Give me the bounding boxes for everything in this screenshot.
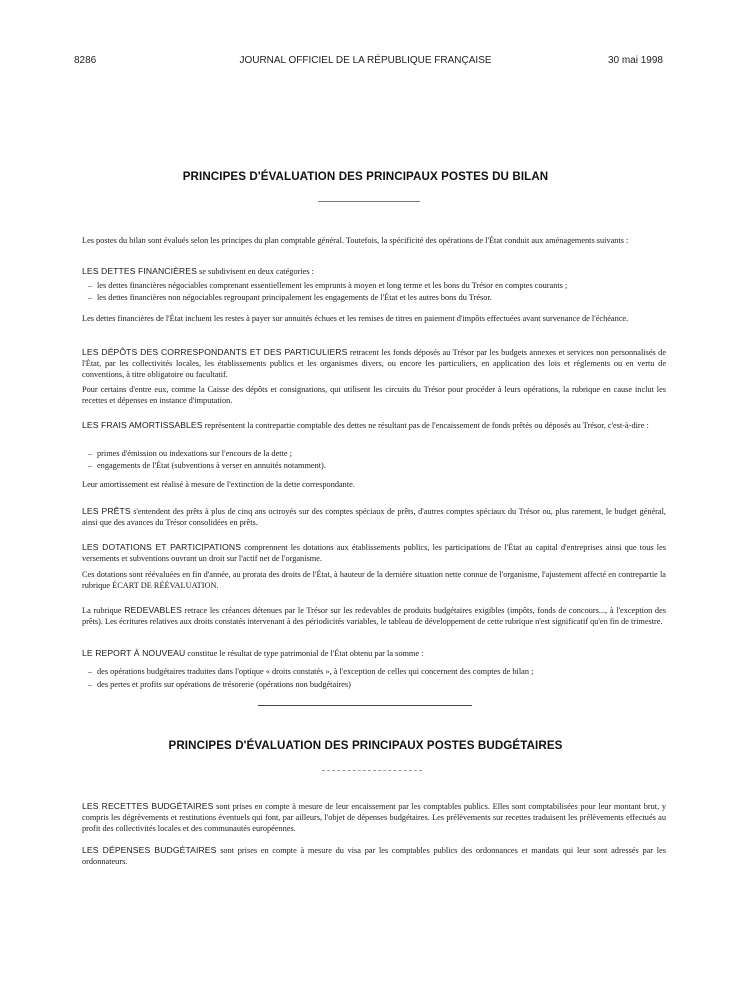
frais-text: représentent la contrepartie comptable des dettes ne résultant pas de l'encaissement de fonds prêtés ou déposés au Trésor, c'est-à-dire :	[202, 421, 649, 430]
recettes-text: sont prises en compte à mesure de leur encaissement par les comptables publics. Elles sont comptabilisées pour leur montant brut, y compris les dégrèvements et restitutions éventuels qui font, par ailleurs, l'objet de dépenses budgétaires. Les prélèvements sur recettes traduisent les prélèvements effectués au profit des collectivités locales et des communautés européennes.	[82, 802, 666, 833]
list-item: – primes d'émission ou indexations sur l'encours de la dette ;	[88, 449, 292, 458]
report-text: constitue le résultat de type patrimonial de l'État obtenu par la somme :	[185, 649, 424, 658]
page-number: 8286	[74, 55, 97, 66]
list-item: – les dettes financières négociables comprenant essentiellement les emprunts à moyen et long terme et les bons du Trésor en comptes courants ;	[88, 281, 568, 290]
dotations-heading: LES DOTATIONS ET PARTICIPATIONS	[82, 542, 242, 552]
depots-note-paragraph: Pour certains d'entre eux, comme la Caisse des dépôts et consignations, qui utilisent les circuits du Trésor pour procéder à leurs opérations, la rubrique en cause inclut les recettes et dépenses en instance d'imputation.	[82, 385, 666, 405]
list-item-text: des opérations budgétaires traduites dans l'optique « droits constatés », à l'exception de celles qui concernent des comptes de bilan ;	[97, 667, 534, 676]
depots-text: retracent les fonds déposés au Trésor par les budgets annexes et services non personnalisés de l'État, par les collectivités locales, les établissements publics et les organismes divers, ou encore les particuliers, en application des lois et règlements ou en vertu de conventions, à titre obligatoire ou facultatif.	[82, 348, 667, 379]
depots-paragraph	[82, 347, 666, 380]
frais-note-paragraph: Leur amortissement est réalisé à mesure de l'extinction de la dette correspondante.	[82, 480, 355, 489]
report-heading: LE REPORT À NOUVEAU	[82, 648, 186, 658]
list-item-text: les dettes financières non négociables regroupant principalement les engagements de l'État et les autres bons du Trésor.	[97, 293, 492, 302]
publication-date: 30 mai 1998	[607, 55, 663, 66]
redevables-prefix: La rubrique	[82, 606, 125, 615]
dotations-note-paragraph: Ces dotations sont réévaluées en fin d'année, au prorata des droits de l'État, à hauteur de la dernière situation nette connue de l'organisme, l'ajustement affecté en contrepartie la rubrique ÉCART DE RÉÉVALUATION.	[82, 570, 666, 590]
redevables-text: retrace les créances détenues par le Trésor sur les redevables de produits budgétaires exigibles (impôts, fonds de concours..., à l'exception des prêts). Les écritures relatives aux droits constatés intervenant à des périodicités variables, le tableau de développement de cette rubrique n'est significatif qu'en fin de trimestre.	[82, 606, 666, 626]
dettes-heading: LES DETTES FINANCIÈRES	[82, 266, 197, 276]
depenses-heading: LES DÉPENSES BUDGÉTAIRES	[82, 845, 217, 855]
frais-paragraph	[82, 420, 666, 432]
list-item-text: des pertes et profits sur opérations de trésorerie (opérations non budgétaires)	[97, 680, 351, 689]
journal-title: JOURNAL OFFICIEL DE LA RÉPUBLIQUE FRANÇAISE	[239, 55, 492, 66]
bilan-section-title: PRINCIPES D'ÉVALUATION DES PRINCIPAUX POSTES DU BILAN	[182, 170, 549, 183]
list-item: – des opérations budgétaires traduites dans l'optique « droits constatés », à l'exception de celles qui concernent des comptes de bilan ;	[88, 667, 534, 676]
budget-section-title: PRINCIPES D'ÉVALUATION DES PRINCIPAUX POSTES BUDGÉTAIRES	[168, 739, 563, 752]
list-item: – des pertes et profits sur opérations de trésorerie (opérations non budgétaires)	[88, 680, 351, 689]
title-rule	[322, 770, 422, 771]
depots-heading: LES DÉPÔTS DES CORRESPONDANTS ET DES PARTICULIERS	[82, 347, 348, 357]
prets-text: s'entendent des prêts à plus de cinq ans octroyés sur des comptes spéciaux de prêts, d'autres comptes spéciaux du Trésor ou, plus rarement, le budget général, ainsi que des avances du Trésor consolidées en prêts.	[82, 507, 666, 527]
recettes-heading: LES RECETTES BUDGÉTAIRES	[82, 801, 214, 811]
depenses-paragraph	[82, 845, 666, 868]
dotations-paragraph	[82, 542, 666, 565]
title-rule	[318, 201, 420, 202]
list-item-text: primes d'émission ou indexations sur l'encours de la dette ;	[97, 449, 292, 458]
depenses-text: sont prises en compte à mesure du visa par les comptables publics des ordonnances et mandats qui leur sont adressés par les ordonnateurs.	[82, 846, 667, 866]
dettes-text: se subdivisent en deux catégories :	[196, 267, 314, 276]
list-item-text: les dettes financières négociables comprenant essentiellement les emprunts à moyen et long terme et les bons du Trésor en comptes courants ;	[97, 281, 568, 290]
redevables-heading: REDEVABLES	[124, 605, 182, 615]
list-item-text: engagements de l'État (subventions à verser en annuités notamment).	[97, 461, 326, 470]
frais-heading: LES FRAIS AMORTISSABLES	[82, 420, 203, 430]
prets-heading: LES PRÊTS	[82, 506, 131, 516]
report-paragraph	[82, 648, 666, 660]
redevables-paragraph	[82, 605, 666, 628]
recettes-paragraph	[82, 801, 666, 834]
list-item: – les dettes financières non négociables regroupant principalement les engagements de l'État et les autres bons du Trésor.	[88, 293, 492, 302]
dotations-text: comprennent les dotations aux établissements publics, les participations de l'État au capital d'entreprises ainsi que tous les versements et subventions ouvrant un droit sur l'actif net de l'organisme.	[82, 543, 666, 563]
prets-paragraph	[82, 506, 666, 529]
section-separator	[258, 705, 472, 706]
list-item: – engagements de l'État (subventions à verser en annuités notamment).	[88, 461, 326, 470]
dettes-note-paragraph: Les dettes financières de l'État incluent les restes à payer sur annuités échues et les remises de titres en paiement d'impôts effectuées avant survenance de l'échéance.	[82, 314, 629, 323]
dettes-paragraph	[82, 266, 666, 278]
bilan-intro-paragraph: Les postes du bilan sont évalués selon les principes du plan comptable général. Toutefois, la spécificité des opérations de l'État conduit aux aménagements suivants :	[82, 236, 629, 245]
